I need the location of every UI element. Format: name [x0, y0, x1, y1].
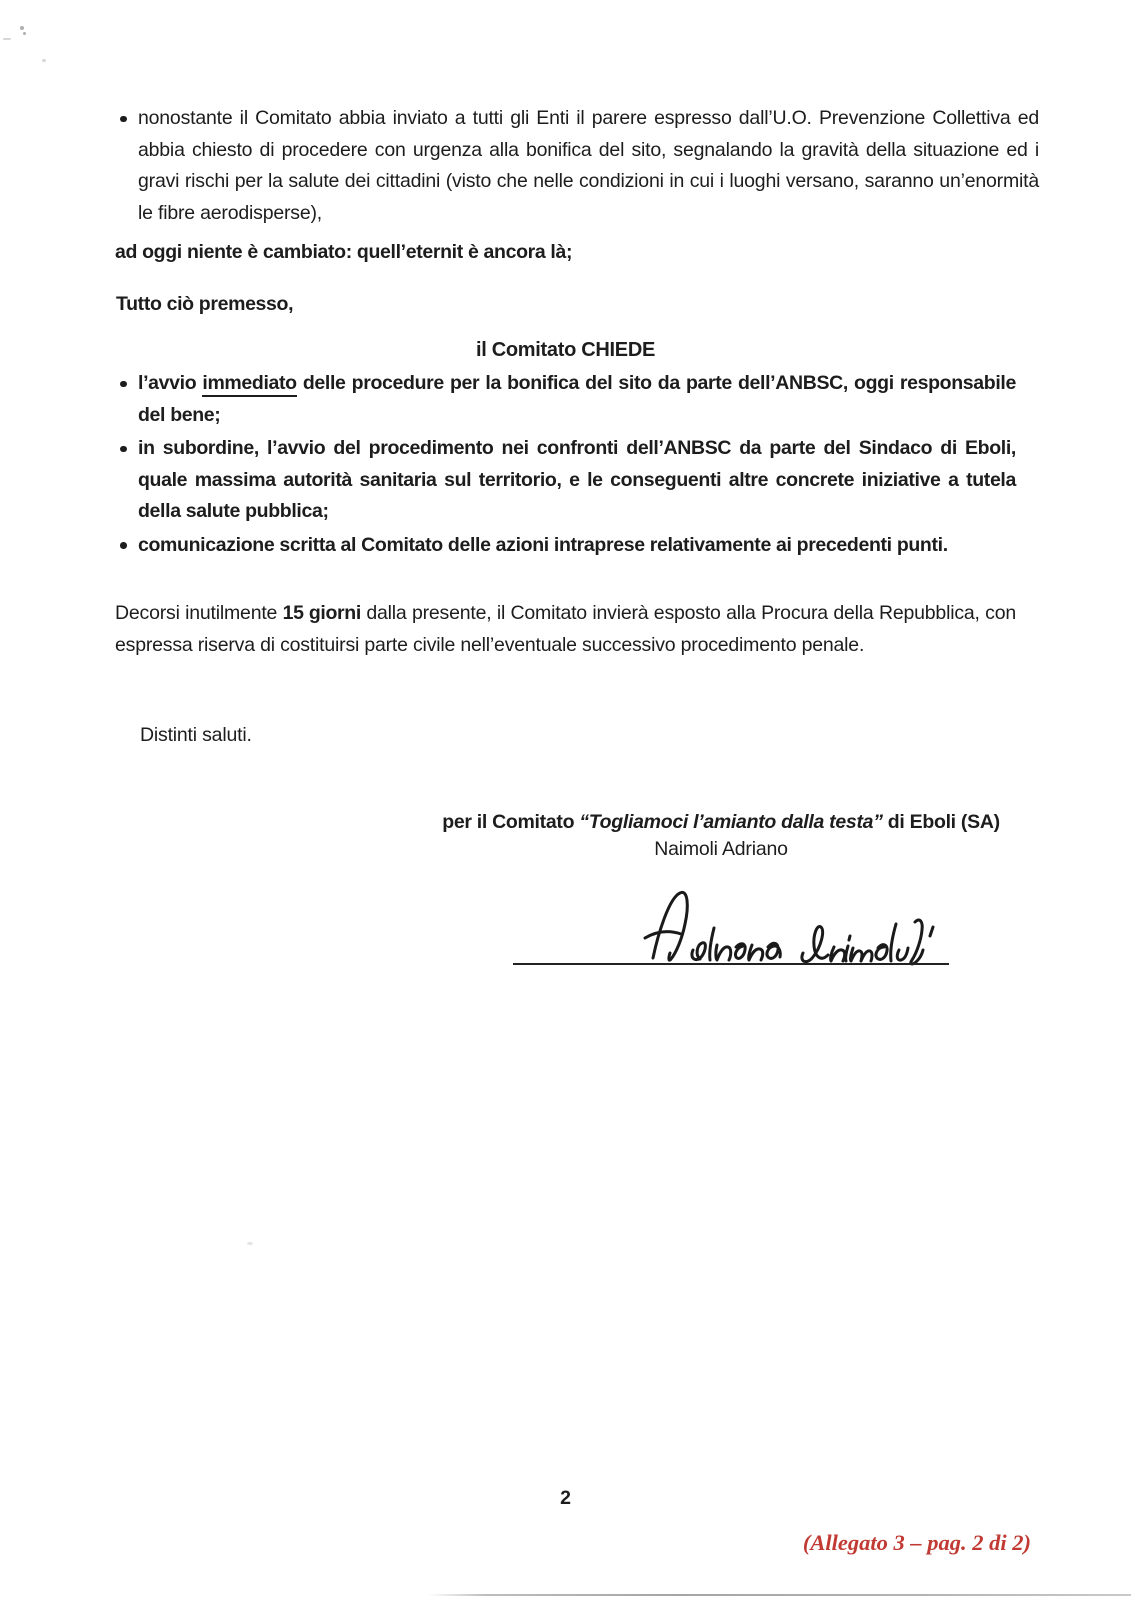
- deadline-pre: Decorsi inutilmente: [115, 602, 283, 624]
- committee-post: di Eboli (SA): [882, 811, 1000, 833]
- deadline-bold-term: 15 giorni: [282, 602, 361, 624]
- underlined-word: immediato: [202, 372, 296, 397]
- scan-speck: [247, 1242, 253, 1245]
- scan-speck: [20, 26, 24, 30]
- bullet-dot-icon: [120, 381, 127, 388]
- signature-stroke: [930, 927, 933, 936]
- signature-stroke: [645, 932, 681, 938]
- chiede-heading: il Comitato CHIEDE: [475, 339, 656, 361]
- request-item: [115, 433, 1016, 528]
- signature-stroke: [692, 943, 705, 960]
- request-text-pre: comunicazione scritta al Comitato delle azioni intraprese relativamente ai precedenti punti.: [138, 533, 948, 556]
- signature-stroke: [749, 945, 763, 960]
- scan-speck: [23, 32, 26, 35]
- signature-stroke: [767, 943, 780, 958]
- request-text: [138, 368, 1016, 431]
- signature-stroke: [911, 920, 923, 964]
- bullet-dot-icon: [120, 542, 127, 549]
- committee-pre: per il Comitato: [442, 811, 580, 833]
- scan-speck: [3, 38, 11, 40]
- bullet-dot-icon: [120, 446, 127, 453]
- committee-signature-line: [392, 811, 1050, 834]
- signature-stroke: [876, 945, 887, 960]
- signature-stroke: [891, 924, 896, 961]
- premise-conclusion: ad oggi niente è cambiato: quell’eternit è ancora là;: [115, 241, 573, 263]
- signature-stroke: [831, 947, 845, 961]
- request-text-post: delle procedure per la bonifica del sito da parte dell’ANBSC, oggi responsabile del bene;: [138, 372, 1016, 426]
- scan-speck: [42, 59, 46, 62]
- signature-stroke: [716, 945, 731, 960]
- salutation: Distinti saluti.: [140, 724, 252, 746]
- signature-block: [392, 811, 1050, 861]
- premise-bullet-item: [115, 103, 1039, 229]
- deadline-paragraph: [115, 598, 1016, 661]
- attachment-note: (Allegato 3 – pag. 2 di 2): [802, 1530, 1031, 1555]
- request-item: [115, 368, 1016, 431]
- request-text-pre: l’avvio: [138, 372, 203, 394]
- signature-stroke: [851, 948, 872, 961]
- signer-name: Naimoli Adriano: [654, 838, 788, 860]
- page-edge-line: [428, 1594, 1131, 1596]
- signature-stroke: [710, 928, 714, 960]
- request-text: [138, 433, 1016, 528]
- requests-list: [115, 368, 1016, 561]
- page-number: 2: [560, 1487, 571, 1509]
- request-text: [138, 530, 1016, 562]
- request-item: [115, 530, 1016, 562]
- deadline-post: dalla presente, il Comitato invierà esposto alla Procura della Repubblica, con espressa riserva di costituirsi parte civile nell’eventuale successivo procedimento penale.: [115, 602, 1016, 656]
- signature-stroke: [735, 944, 745, 959]
- signature-stroke: [653, 892, 687, 960]
- request-text-pre: in subordine, l’avvio del procedimento nei confronti dell’ANBSC da parte del Sindaco di Eboli, quale massima autorità sanitaria sul territorio, e le conseguenti altre concrete iniziative a tutela della salute pubblica;: [138, 437, 1016, 522]
- committee-name: “Togliamoci l’amianto dalla testa”: [579, 811, 883, 833]
- handwritten-signature: [503, 884, 953, 969]
- premise-paragraph: nonostante il Comitato abbia inviato a tutti gli Enti il parere espresso dall’U.O. Prevenzione Collettiva ed abbia chiesto di procedere con urgenza alla bonifica del sito, segnalando la gravità della situazione ed i gravi rischi per la salute dei cittadini (visto che nelle condizioni in cui i luoghi versano, saranno un’enormità le fibre aerodisperse),: [138, 107, 1039, 224]
- bullet-dot-icon: [120, 116, 127, 123]
- premise-transition: Tutto ciò premesso,: [116, 293, 294, 315]
- signature-stroke: [897, 948, 908, 960]
- signature-stroke: [802, 926, 828, 961]
